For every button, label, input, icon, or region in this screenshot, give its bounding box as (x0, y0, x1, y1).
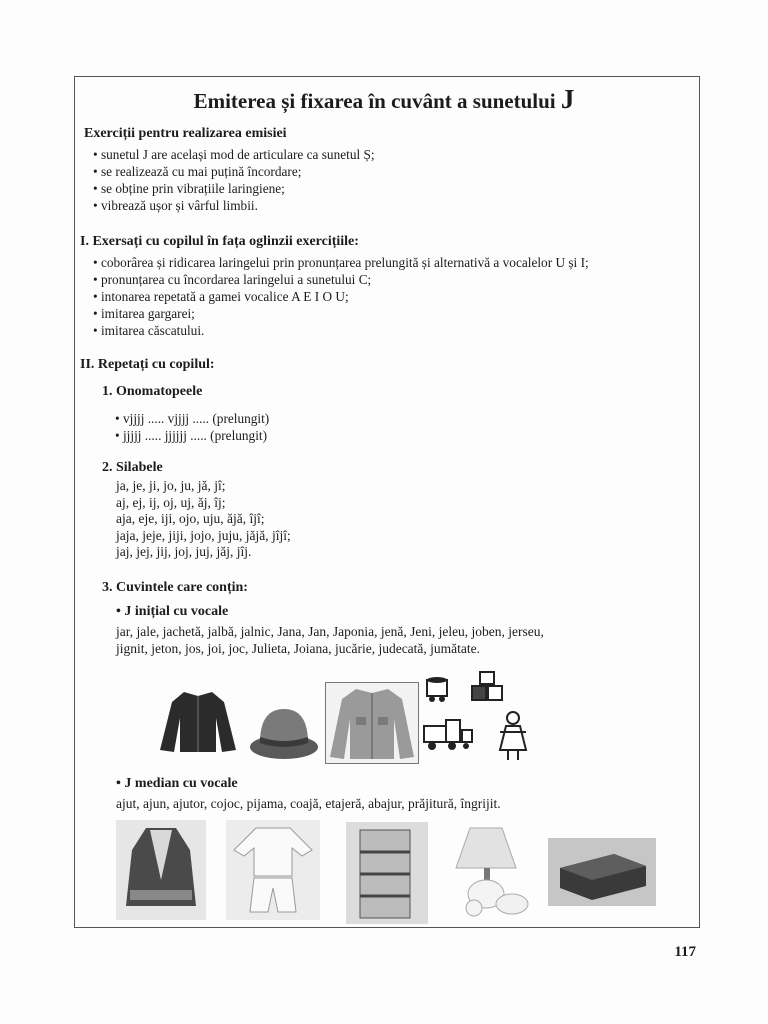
syllable-line: jaja, jeje, jiji, jojo, juju, jăjă, jîjî; (116, 527, 291, 543)
section-1-heading: I. Exersați cu copilul în fața oglinzii exercițiile: (80, 234, 359, 249)
onomatopoeia-list (115, 410, 269, 444)
list-item: • sunetul J are același mod de articulare ca sunetul Ș; (93, 146, 375, 163)
toy-blocks-icon (470, 670, 506, 704)
list-item: • se realizează cu mai puțină încordare; (93, 163, 375, 180)
section-emission-heading: Exerciții pentru realizarea emisiei (84, 126, 287, 141)
list-item: • imitarea căscatului. (93, 322, 589, 339)
list-item: • coborârea și ridicarea laringelui prin pronunțarea prelungită și alternativă a vocalelor U și I; (93, 254, 589, 271)
page-number: 117 (674, 944, 696, 960)
initial-j-words: jar, jale, jachetă, jalbă, jalnic, Jana, Jan, Japonia, jenă, Jeni, jeleu, joben, jerseu, jignit, jeton, jos, joi, joc, Julieta, Joiana, jucărie, judecată, jumătate. (116, 624, 544, 656)
words-heading: 3. Cuvintele care conțin: (102, 580, 248, 595)
syllable-line: jaj, jej, jij, joj, juj, jăj, jîj. (116, 544, 252, 559)
pijama-photo (226, 820, 320, 920)
doll-toy-icon (496, 710, 530, 762)
list-item: • pronunțarea cu încordarea laringelui a sunetului C; (93, 271, 589, 288)
list-item: • imitarea gargarei; (93, 305, 589, 322)
syllable-line: aj, ej, ij, oj, uj, ăj, îj; (116, 494, 226, 510)
prajitura-cake-photo (548, 838, 656, 906)
syllables-block (116, 478, 291, 561)
syllables-heading: 2. Silabele (102, 460, 163, 475)
median-j-words: ajut, ajun, ajutor, cojoc, pijama, coajă, etajeră, abajur, prăjitură, îngrijit. (116, 796, 501, 811)
median-j-heading: • J median cu vocale (116, 776, 238, 791)
page-title: Emiterea și fixarea în cuvânt a sunetului J (193, 84, 575, 114)
drum-toy-icon (424, 676, 454, 702)
list-item: • se obține prin vibrațiile laringiene; (93, 180, 375, 197)
initial-j-heading: • J inițial cu vocale (116, 604, 229, 619)
jacket-photo (325, 682, 419, 764)
list-item: • intonarea repetată a gamei vocalice A E I O U; (93, 288, 589, 305)
syllable-line: ja, je, ji, jo, ju, jă, jî; (116, 478, 226, 493)
list-item: • vibrează ușor și vârful limbii. (93, 197, 375, 214)
etajera-photo (346, 822, 428, 924)
list-item: • jjjjj ..... jjjjjj ..... (prelungit) (115, 427, 269, 444)
emission-list (93, 146, 375, 214)
toy-train-icon (420, 716, 476, 752)
cojoc-photo (116, 820, 206, 920)
list-item: • vjjjj ..... vjjjj ..... (prelungit) (115, 410, 269, 427)
section-2-heading: II. Repetați cu copilul: (80, 357, 215, 372)
jacket-dark-illustration (158, 688, 238, 756)
syllable-line: aja, eje, iji, ojo, uju, ăjă, îjî; (116, 511, 265, 526)
mirror-exercises-list (93, 254, 589, 339)
hat-illustration (248, 703, 320, 763)
onomatopoeia-heading: 1. Onomatopeele (102, 384, 203, 399)
abajur-lamp-photo (440, 824, 536, 920)
